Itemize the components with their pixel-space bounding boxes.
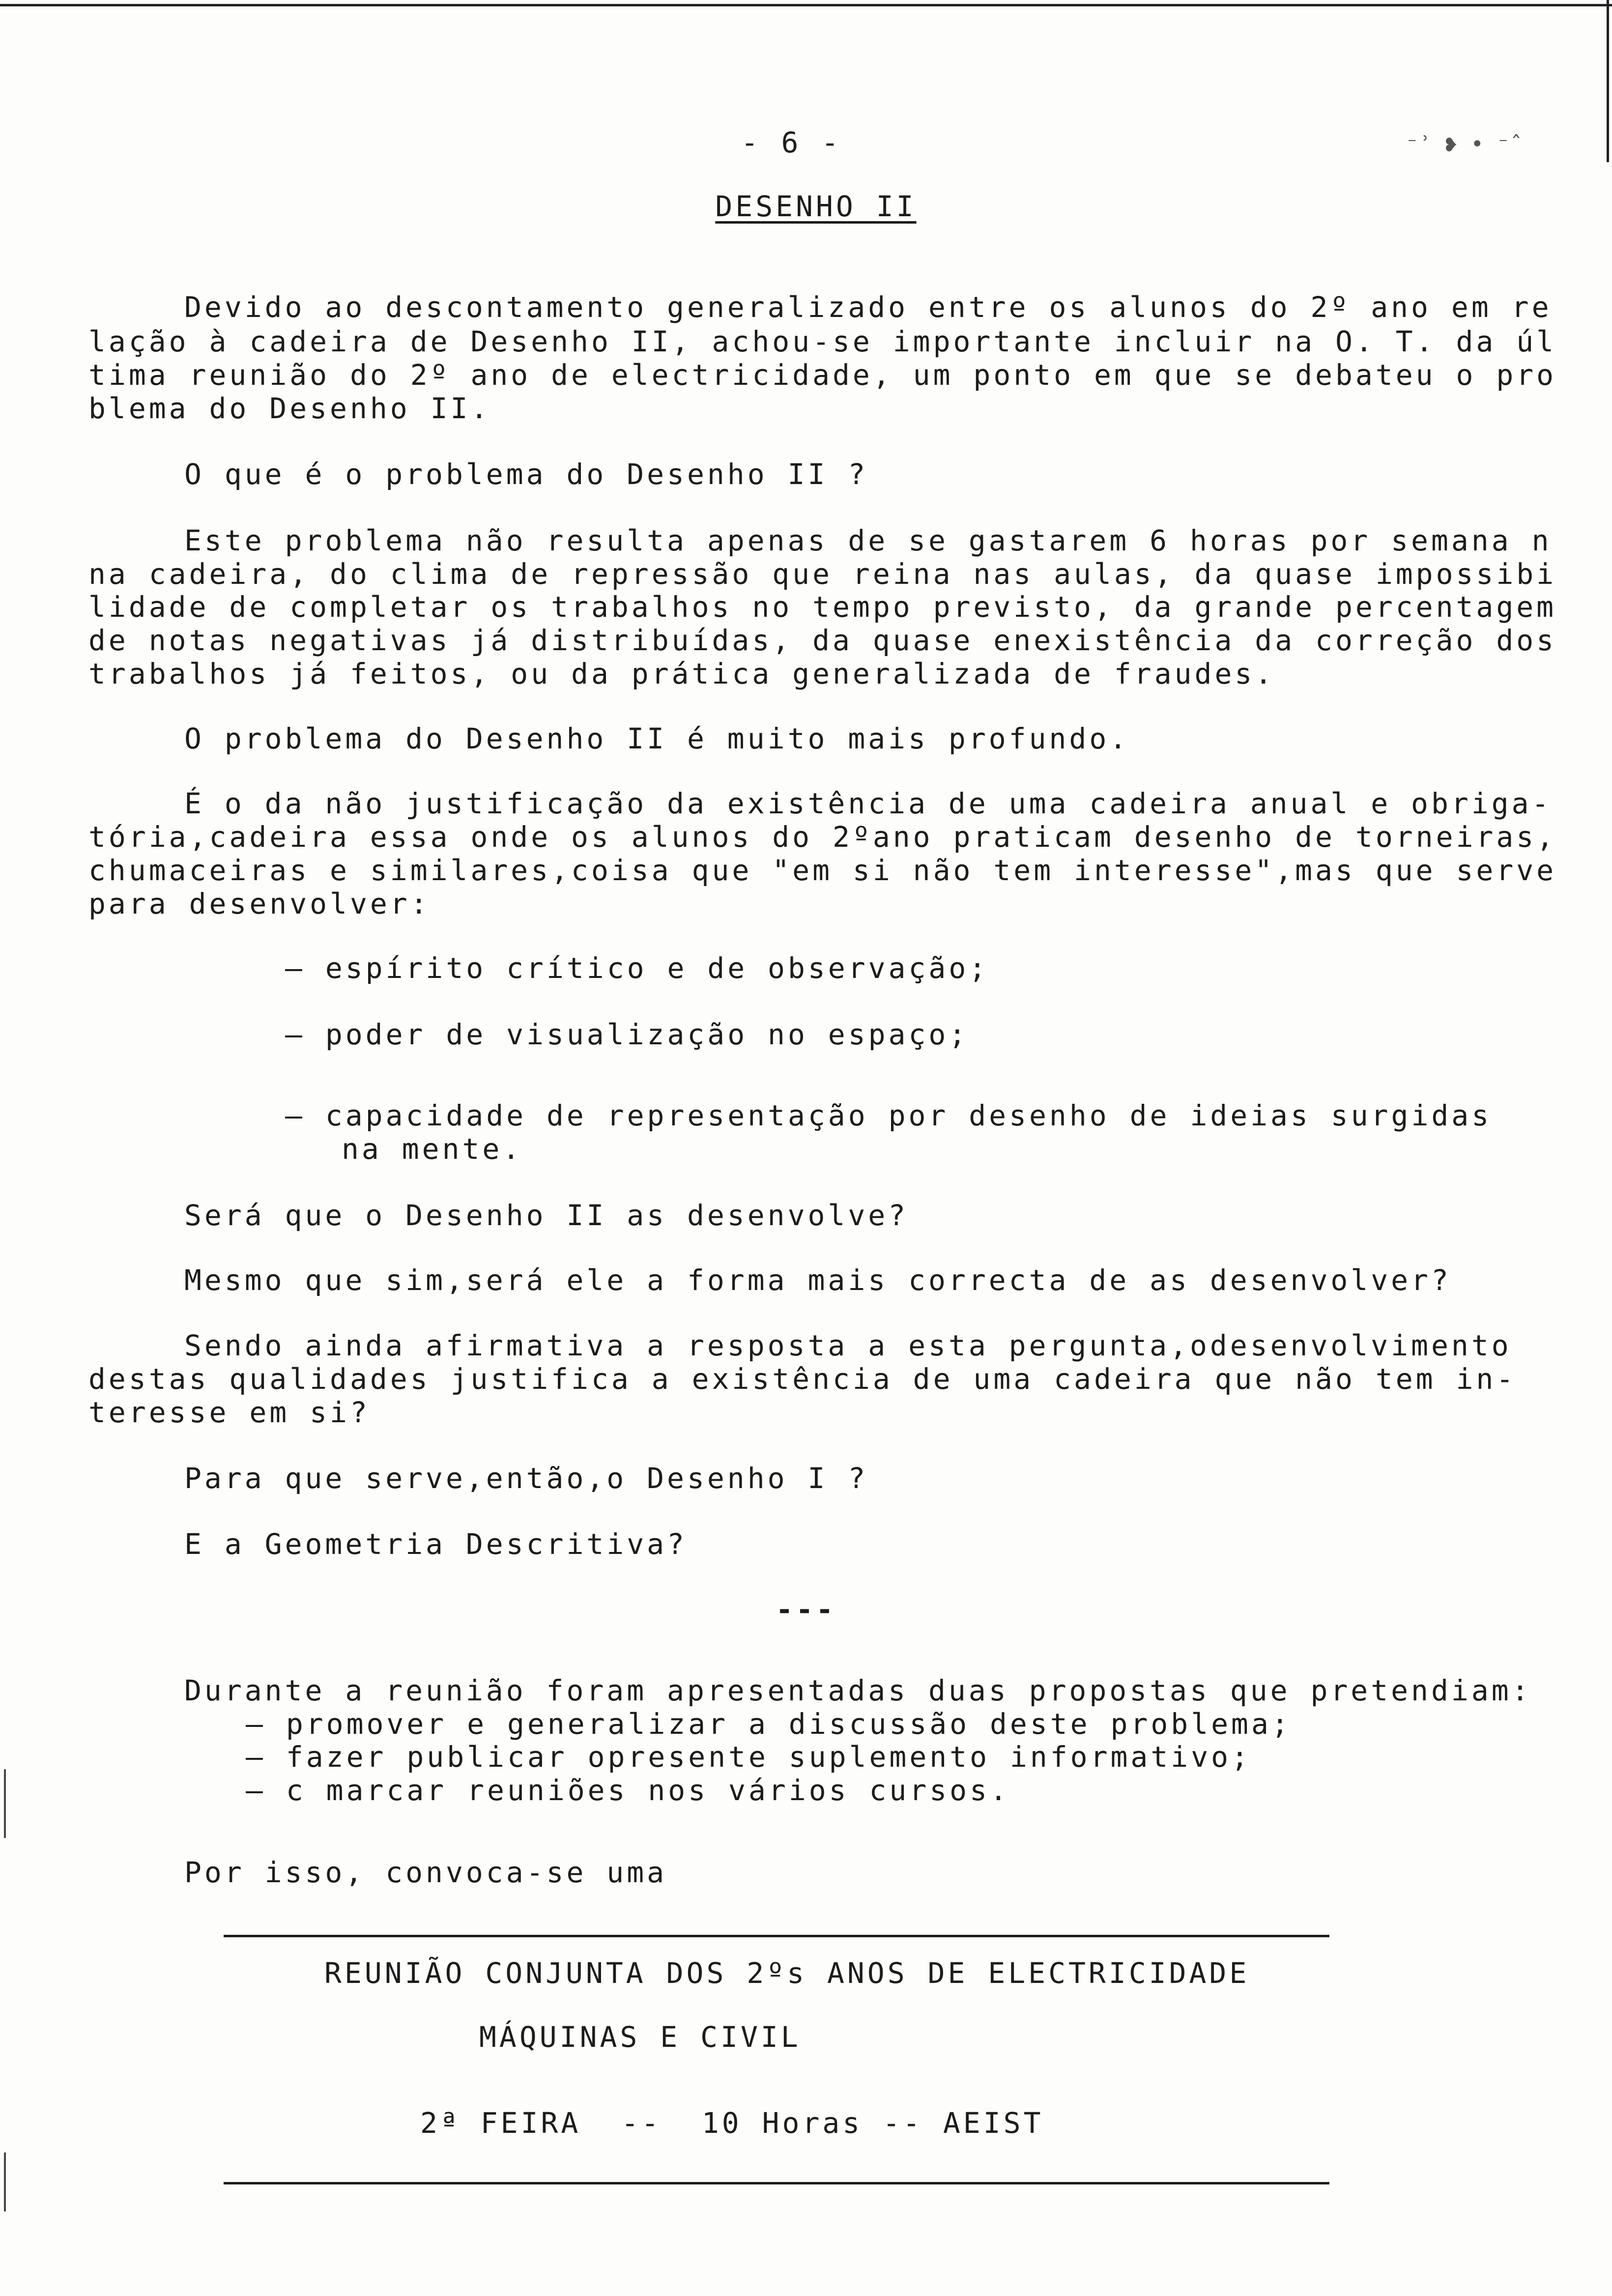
proposal-item-2: — fazer publicar opresente suplemento informativo; [246,1740,1251,1774]
notice-line-3: 2ª FEIRA -- 10 Horas -- AEIST [420,2106,1044,2140]
page-number: - 6 - [741,126,842,159]
paragraph-2-line-4: de notas negativas já distribuídas, da quase enexistência da correção dos [88,624,1557,657]
paragraph-4-line-1: É o da não justificação da existência de uma cadeira anual e obriga- [184,787,1552,820]
question-4: Para que serve,então,o Desenho I ? [184,1462,868,1495]
paragraph-4-line-3: chumaceiras e similares,coisa que "em si não tem interesse",mas que serve [88,854,1557,887]
paragraph-4-line-2: tória,cadeira essa onde os alunos do 2ºano praticam desenho de torneiras, [88,820,1557,854]
question-5: E a Geometria Descritiva? [184,1527,687,1561]
paragraph-1-line-4: blema do Desenho II. [88,392,491,425]
scan-edge-top [0,4,1612,6]
notice-bottom-rule [224,2182,1329,2184]
paragraph-2-line-2: na cadeira, do clima de repressão que reina nas aulas, da quase impossibi [88,557,1557,591]
list-item-critical-spirit: — espírito crítico e de observação; [285,951,989,985]
scan-edge-left [4,1769,6,1838]
notice-top-rule [224,1935,1329,1937]
paragraph-7: Por isso, convoca-se uma [184,1856,667,1889]
question-1: O que é o problema do Desenho II ? [184,458,868,491]
paragraph-5-line-1: Sendo ainda afirmativa a resposta a esta pergunta,odesenvolvimento [184,1329,1512,1362]
paragraph-4-line-4: para desenvolver: [88,887,431,920]
paragraph-2-line-3: lidade de completar os trabalhos no tempo previsto, da grande percentagem [88,590,1557,624]
question-3: Mesmo que sim,será ele a forma mais correcta de as desenvolver? [184,1263,1451,1297]
corner-stamp-mark: ⁻ʾ ❥ • ⁻ˆ [1406,132,1523,157]
paragraph-1-line-3: tima reunião do 2º ano de electricidade, um ponto em que se debateu o pro [88,358,1557,392]
paragraph-6: Durante a reunião foram apresentadas duas propostas que pretendiam: [184,1674,1532,1707]
paragraph-1-line-2: lação à cadeira de Desenho II, achou-se importante incluir na O. T. da úl [88,325,1557,358]
paragraph-3: O problema do Desenho II é muito mais profundo. [184,722,1130,755]
paragraph-2-line-1: Este problema não resulta apenas de se gastarem 6 horas por semana n [184,524,1552,557]
notice-line-1: REUNIÃO CONJUNTA DOS 2ºs ANOS DE ELECTRICIDADE [324,1956,1250,1990]
paragraph-2-line-5: trabalhos já feitos, ou da prática generalizada de fraudes. [88,657,1275,690]
question-2: Será que o Desenho II as desenvolve? [184,1199,909,1232]
scan-edge-right [1607,0,1609,162]
page-heading: DESENHO II [715,190,917,223]
separator: --- [776,1593,836,1626]
scan-edge-left-lower [4,2152,6,2211]
paragraph-5-line-3: teresse em si? [88,1396,370,1429]
list-item-visualization: — poder de visualização no espaço; [285,1018,969,1051]
notice-line-2: MÁQUINAS E CIVIL [479,2020,801,2054]
paragraph-1-line-1: Devido ao descontamento generalizado entre os alunos do 2º ano em re [184,290,1552,324]
proposal-item-3: — c marcar reuniões nos vários cursos. [246,1774,1010,1807]
list-item-representation: — capacidade de representação por desenho de ideias surgidas [285,1099,1492,1132]
list-item-representation-cont: na mente. [342,1132,523,1166]
paragraph-5-line-2: destas qualidades justifica a existência de uma cadeira que não tem in- [88,1362,1517,1396]
proposal-item-1: — promover e generalizar a discussão deste problema; [246,1707,1292,1741]
